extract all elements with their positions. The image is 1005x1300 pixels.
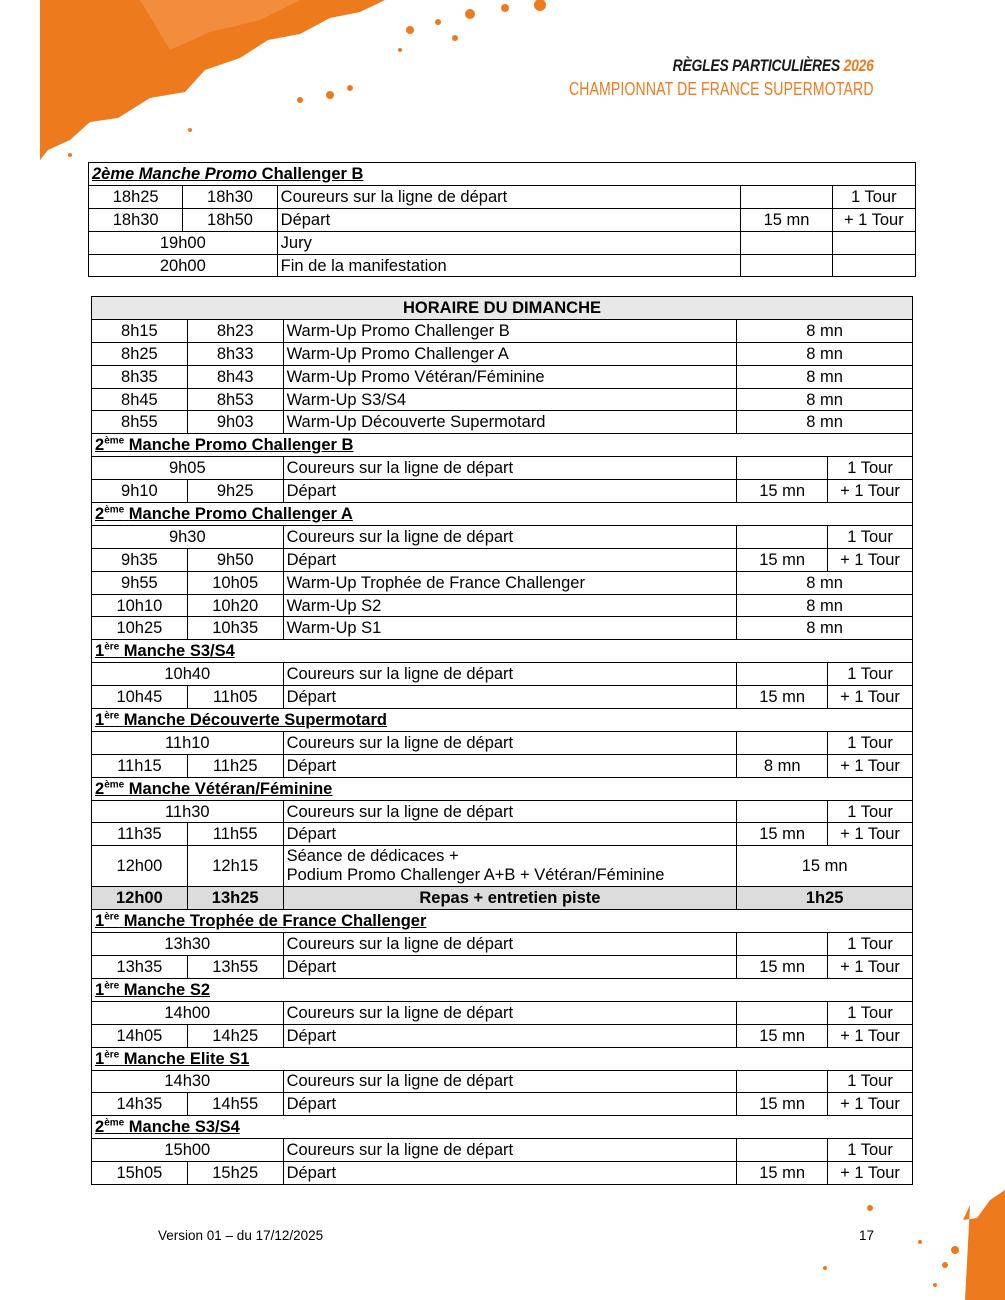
table-row: 9h10 9h25 Départ 15 mn + 1 Tour (92, 480, 913, 503)
table-row: 18h25 18h30 Coureurs sur la ligne de départ 1 Tour (89, 185, 916, 208)
table-row: 10h25 10h35 Warm-Up S1 8 mn (92, 617, 913, 640)
sunday-title: HORAIRE DU DIMANCHE (92, 297, 913, 320)
table-row: 14h35 14h55 Départ 15 mn + 1 Tour (92, 1093, 913, 1116)
table-row: 14h00 Coureurs sur la ligne de départ 1 Tour (92, 1001, 913, 1024)
section-title: 2ème Manche Vétéran/Féminine (92, 777, 913, 800)
document-header (483, 56, 874, 100)
footer-version: Version 01 – du 17/12/2025 (158, 1228, 324, 1243)
table-row: 11h15 11h25 Départ 8 mn + 1 Tour (92, 754, 913, 777)
table-row: 9h30 Coureurs sur la ligne de départ 1 Tour (92, 525, 913, 548)
section-title: 1ère Manche S2 (92, 978, 913, 1001)
section-title: 2ème Manche Promo Challenger B (92, 434, 913, 457)
table-row: 18h30 18h50 Départ 15 mn + 1 Tour (89, 208, 916, 231)
table-row: 8h55 9h03 Warm-Up Découverte Supermotard 8 mn (92, 411, 913, 434)
table-row: 11h35 11h55 Départ 15 mn + 1 Tour (92, 823, 913, 846)
table-row: 15h05 15h25 Départ 15 mn + 1 Tour (92, 1162, 913, 1185)
saturday-schedule-table (88, 162, 916, 277)
table-row: 8h35 8h43 Warm-Up Promo Vétéran/Féminine 8 mn (92, 365, 913, 388)
section-title: 1ère Manche S3/S4 (92, 640, 913, 663)
table-row: 11h30 Coureurs sur la ligne de départ 1 Tour (92, 800, 913, 823)
table-row: 9h05 Coureurs sur la ligne de départ 1 Tour (92, 457, 913, 480)
page-number: 17 (859, 1228, 875, 1243)
table-row: 13h35 13h55 Départ 15 mn + 1 Tour (92, 956, 913, 979)
table-row: 8h25 8h33 Warm-Up Promo Challenger A 8 mn (92, 342, 913, 365)
table-row: 10h10 10h20 Warm-Up S2 8 mn (92, 594, 913, 617)
orange-splash-decoration (805, 1190, 1005, 1300)
table-row: 8h45 8h53 Warm-Up S3/S4 8 mn (92, 388, 913, 411)
table-row: 12h00 13h25 Repas + entretien piste 1h25 (92, 887, 913, 910)
table-row: 14h30 Coureurs sur la ligne de départ 1 Tour (92, 1070, 913, 1093)
table-row: 15h00 Coureurs sur la ligne de départ 1 Tour (92, 1139, 913, 1162)
table-row: 13h30 Coureurs sur la ligne de départ 1 Tour (92, 933, 913, 956)
table-row: 9h55 10h05 Warm-Up Trophée de France Challenger 8 mn (92, 571, 913, 594)
section-title: 2ème Manche Promo Challenger B (89, 163, 916, 186)
section-title: 1ère Manche Trophée de France Challenger (92, 910, 913, 933)
table-row: 8h15 8h23 Warm-Up Promo Challenger B 8 mn (92, 319, 913, 342)
table-row: 12h00 12h15 Séance de dédicaces + Podium Promo Challenger A+B + Vétéran/Féminine 15 mn (92, 846, 913, 887)
sunday-schedule-table (91, 296, 913, 1185)
table-row: 14h05 14h25 Départ 15 mn + 1 Tour (92, 1024, 913, 1047)
section-title: 1ère Manche Découverte Supermotard (92, 709, 913, 732)
section-title: 2ème Manche S3/S4 (92, 1116, 913, 1139)
table-row: 10h40 Coureurs sur la ligne de départ 1 Tour (92, 663, 913, 686)
header-subtitle: CHAMPIONNAT DE FRANCE SUPERMOTARD (569, 79, 874, 99)
header-title: RÈGLES PARTICULIÈRES 2026 (673, 56, 874, 75)
section-title: 1ère Manche Elite S1 (92, 1047, 913, 1070)
table-row: 19h00 Jury (89, 231, 916, 254)
table-row: 20h00 Fin de la manifestation (89, 254, 916, 277)
table-row: 11h10 Coureurs sur la ligne de départ 1 Tour (92, 731, 913, 754)
table-row: 10h45 11h05 Départ 15 mn + 1 Tour (92, 686, 913, 709)
table-row: 9h35 9h50 Départ 15 mn + 1 Tour (92, 548, 913, 571)
section-title: 2ème Manche Promo Challenger A (92, 503, 913, 526)
